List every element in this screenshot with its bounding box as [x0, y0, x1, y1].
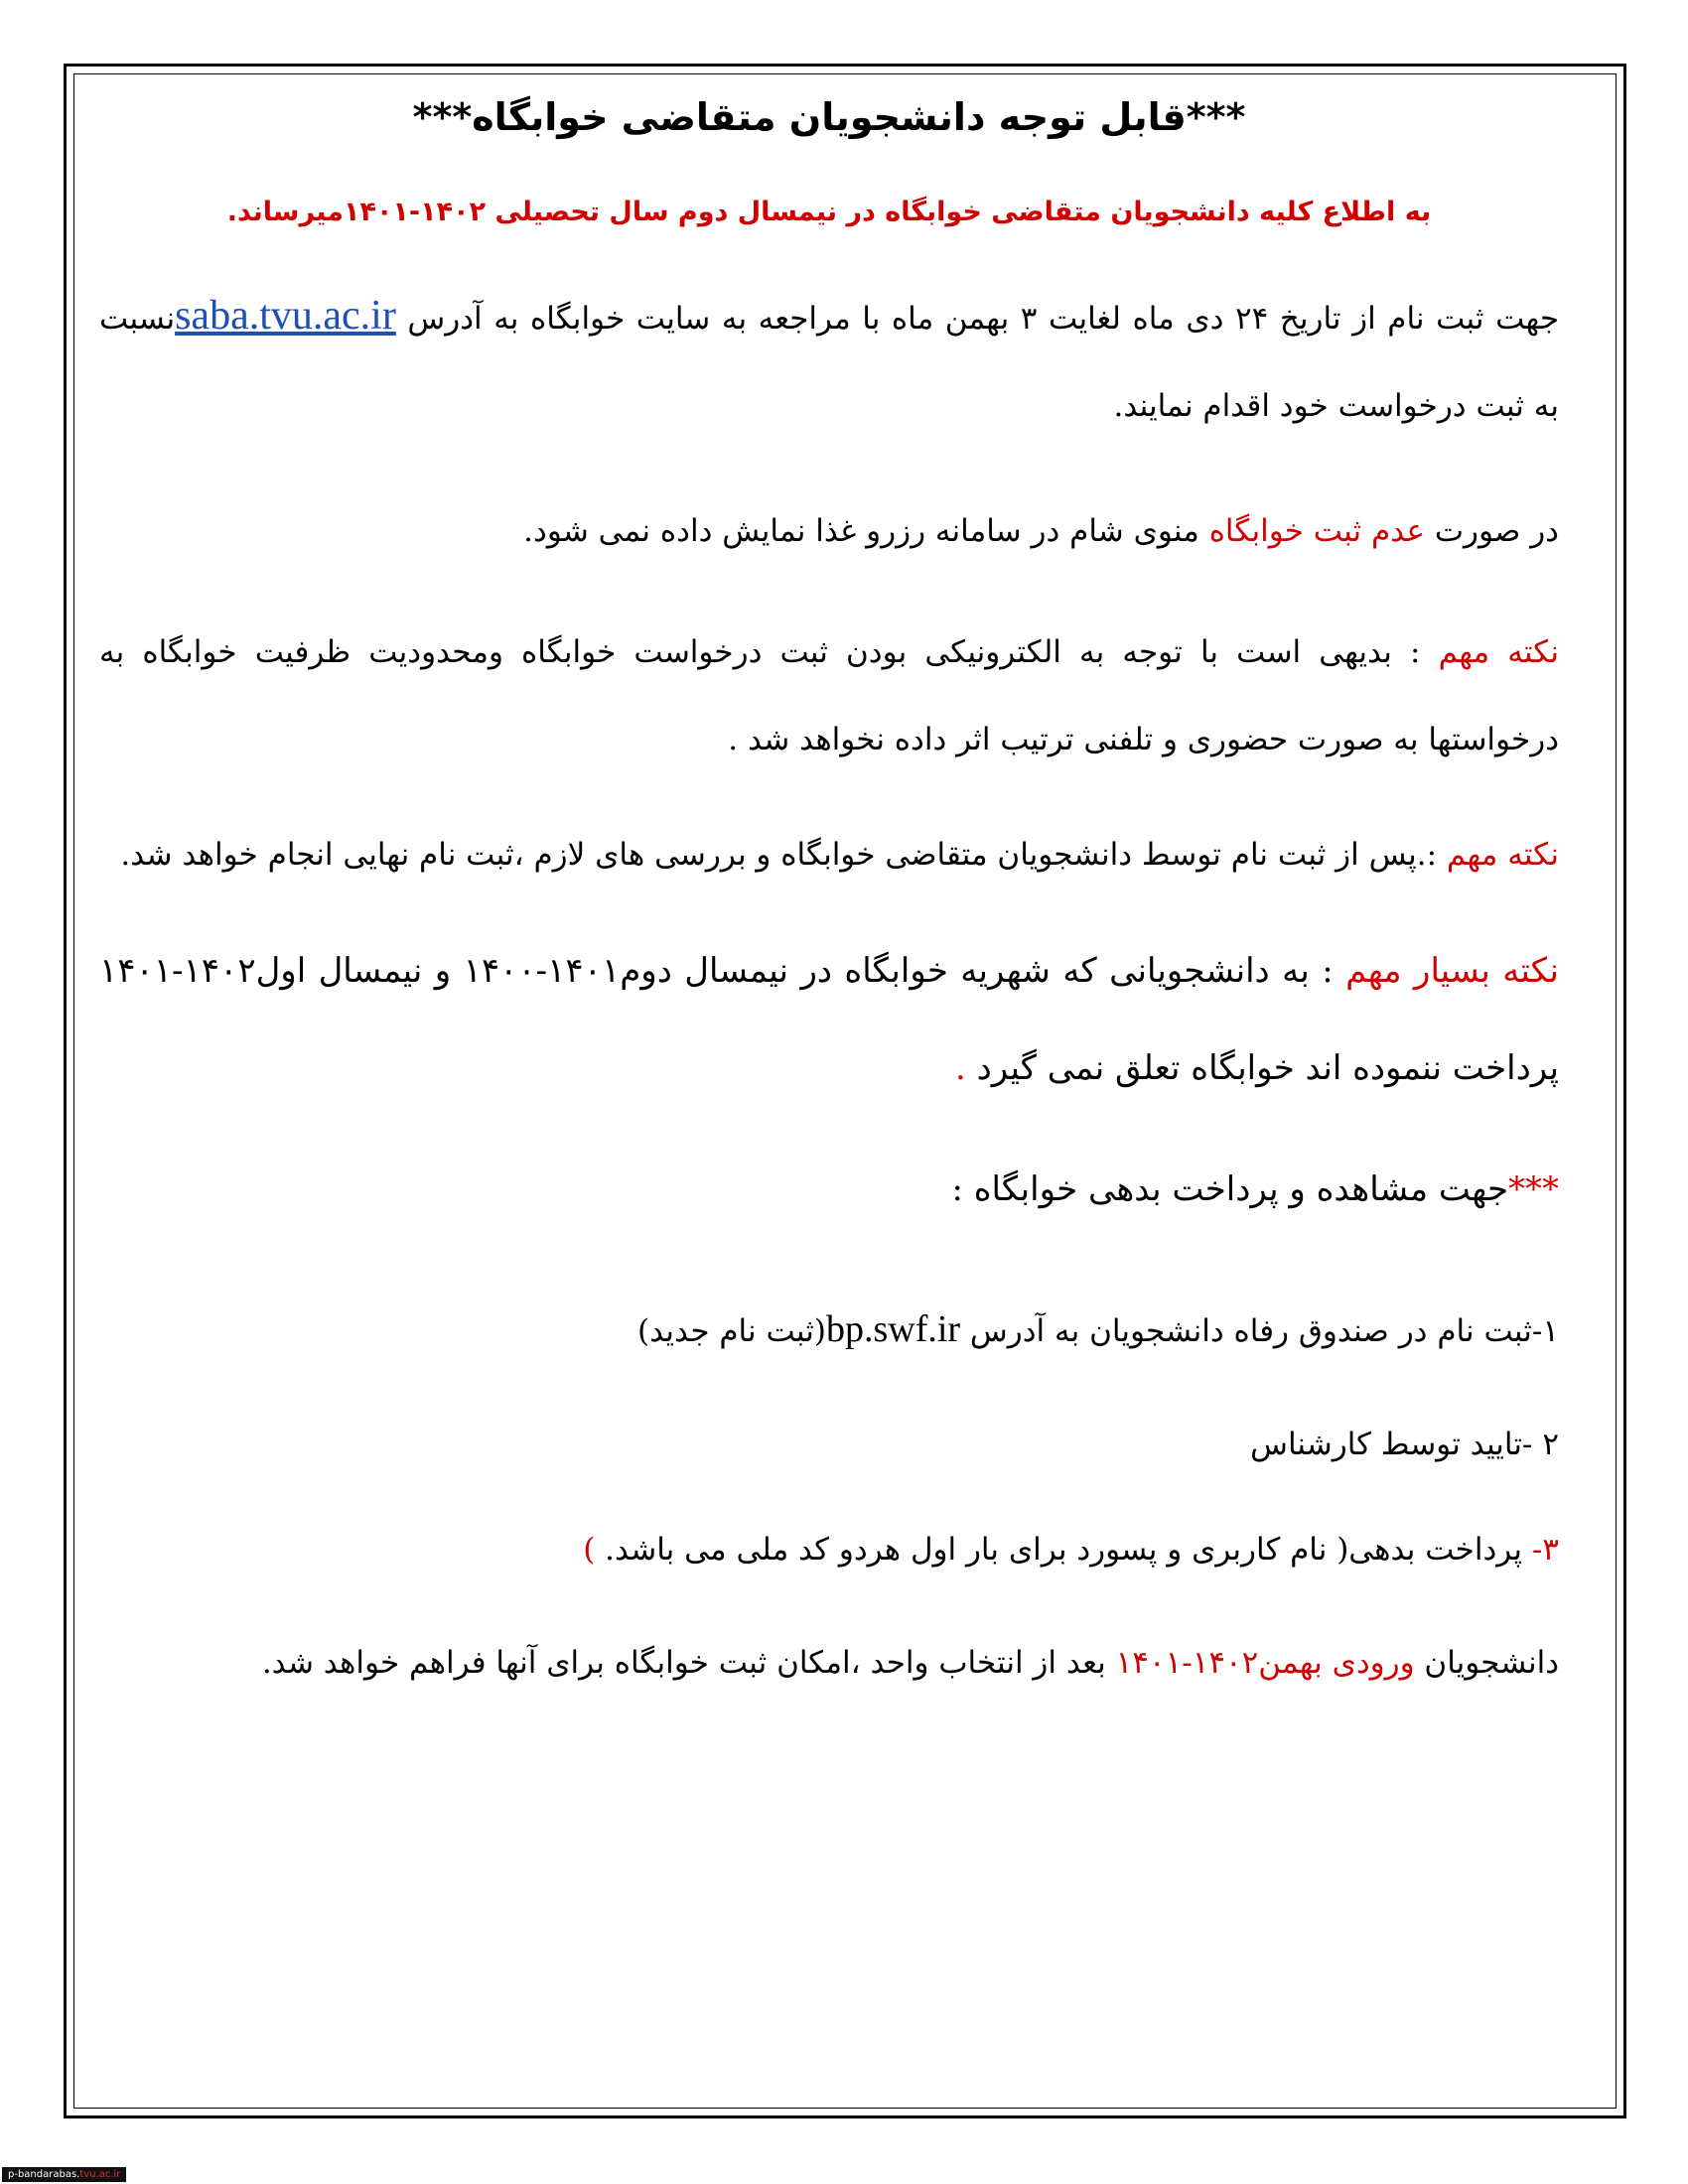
notice-content — [99, 87, 1559, 1706]
note-label: نکته بسیار مهم — [1345, 951, 1560, 991]
note-label: نکته مهم — [1446, 837, 1559, 873]
dinner-highlight: عدم ثبت خوابگاه — [1208, 513, 1426, 549]
debt-heading-stars: *** — [1508, 1169, 1559, 1209]
step-3-number: ۳- — [1531, 1532, 1559, 1568]
dinner-text: در صورت — [1425, 513, 1559, 549]
new-students-text: دانشجویان — [1414, 1645, 1559, 1681]
note-text: : به دانشجویانی که شهریه خوابگاه در نیمسال دوم۱۴۰۱-۱۴۰۰ و نیمسال اول۱۴۰۲-۱۴۰۱ پرداخت ننموده اند خوابگاه تعلق نمی گیرد — [99, 951, 1559, 1088]
note-label: نکته مهم — [1438, 634, 1559, 670]
important-note-2 — [99, 811, 1559, 898]
new-students-text-end: بعد از انتخاب واحد ،امکان ثبت خوابگاه برای آنها فراهم خواهد شد. — [261, 1645, 1116, 1681]
important-note-1 — [99, 609, 1559, 783]
debt-heading — [99, 1141, 1559, 1238]
step-3-text: پرداخت بدهی( نام کاربری و پسورد برای بار اول هردو کد ملی می باشد. — [605, 1532, 1532, 1568]
step-3-end-mark: ) — [583, 1532, 606, 1568]
step-2 — [99, 1401, 1559, 1488]
page-title: ***قابل توجه دانشجویان متقاضی خوابگاه*** — [412, 95, 1246, 139]
registration-text-end: نسبت به ثبت درخواست خود اقدام نمایند. — [99, 301, 1559, 424]
note-end-mark: . — [954, 1048, 977, 1088]
step-1-text-end: (ثبت نام جدید) — [637, 1313, 826, 1349]
step-1 — [99, 1286, 1559, 1375]
debt-heading-text: جهت مشاهده و پرداخت بدهی خوابگاه : — [951, 1169, 1508, 1209]
announcement-subtitle: به اطلاع کلیه دانشجویان متقاضی خوابگاه در نیمسال دوم سال تحصیلی ۱۴۰۲-۱۴۰۱میرساند. — [226, 197, 1432, 227]
welfare-fund-link[interactable]: bp.swf.ir — [825, 1308, 961, 1350]
dinner-menu-paragraph — [99, 487, 1559, 575]
registration-text: جهت ثبت نام از تاریخ ۲۴ دی ماه لغایت ۳ بهمن ماه با مراجعه به سایت خوابگاه به آدرس — [395, 301, 1559, 337]
step-3 — [99, 1506, 1559, 1593]
watermark-text: p-bandarabas. — [8, 2169, 80, 2180]
note-text: : بدیهی است با توجه به الکترونیکی بودن ثبت درخواست خوابگاه ومحدودیت ظرفیت خوابگاه به درخواستها به صورت حضوری و تلفنی ترتیب اثر داده نخواهد شد . — [99, 634, 1559, 757]
new-students-highlight: ورودی بهمن۱۴۰۲-۱۴۰۱ — [1115, 1645, 1415, 1681]
site-watermark — [2, 2167, 126, 2182]
dinner-text-end: منوی شام در سامانه رزرو غذا نمایش داده نمی شود. — [523, 513, 1209, 549]
note-text: :.پس از ثبت نام توسط دانشجویان متقاضی خوابگاه و بررسی های لازم ،ثبت نام نهایی انجام خواهد شد. — [120, 837, 1447, 873]
step-1-text: ۱-ثبت نام در صندوق رفاه دانشجویان به آدرس — [960, 1313, 1559, 1349]
registration-paragraph — [99, 272, 1559, 450]
dormitory-site-link[interactable]: saba.tvu.ac.ir — [175, 293, 396, 339]
watermark-highlight: tvu.ac.ir — [79, 2169, 121, 2180]
step-2-text: ۲ -تایید توسط کارشناس — [1250, 1427, 1559, 1462]
very-important-note — [99, 922, 1559, 1117]
new-students-paragraph — [99, 1619, 1559, 1706]
